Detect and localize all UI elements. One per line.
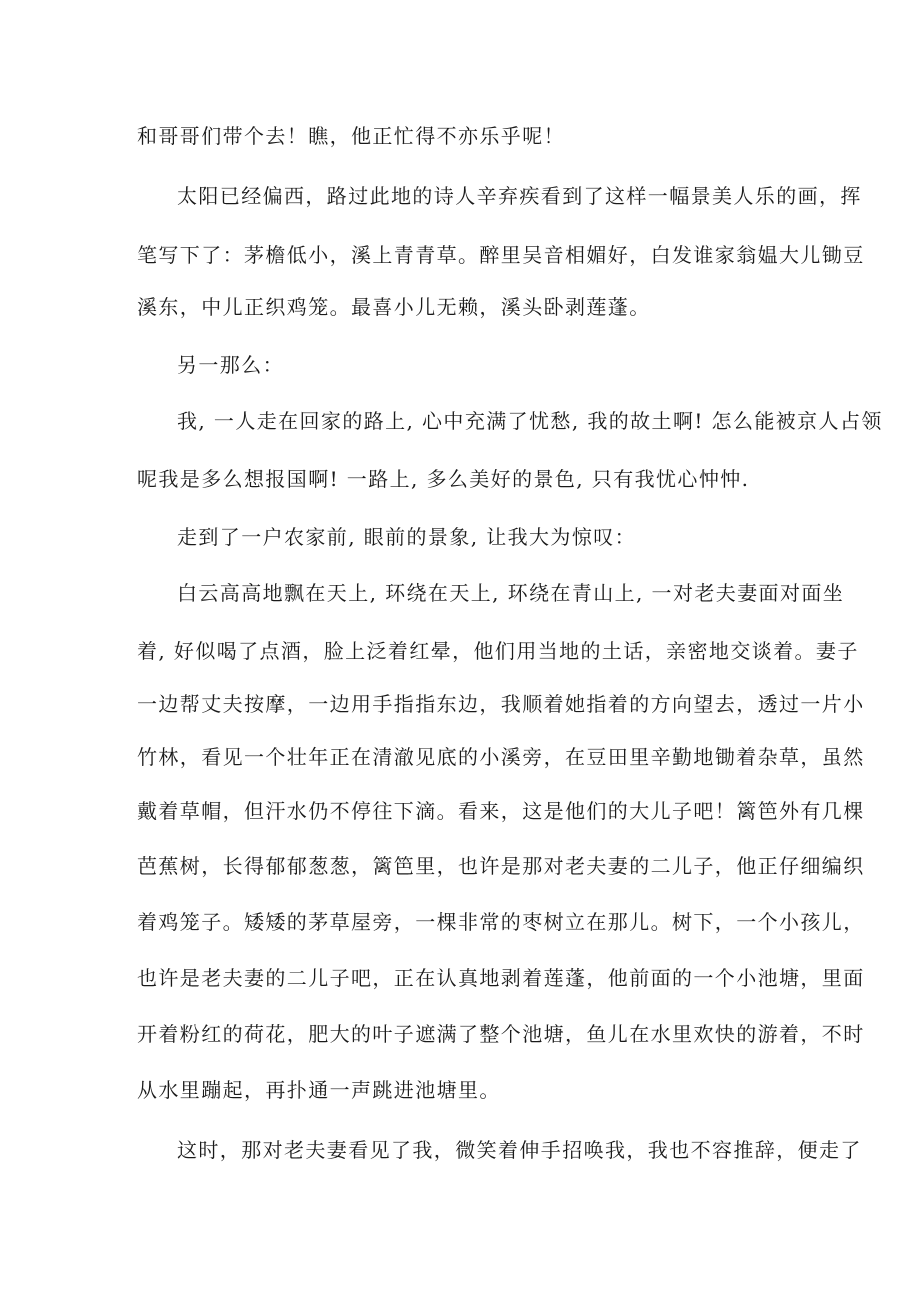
text-line: 呢我是多么想报国啊! 一路上, 多么美好的景色, 只有我忧心忡忡. — [137, 467, 750, 491]
text-line: 这时，那对老夫妻看见了我，微笑着伸手招唤我，我也不容推辞，便走了 — [177, 1138, 862, 1162]
text-line: 也许是老夫妻的二儿子吧，正在认真地剥着莲蓬，他前面的一个小池塘，里面 — [137, 966, 865, 990]
text-line: 开着粉红的荷花，肥大的叶子遮满了整个池塘，鱼儿在水里欢快的游着，不时 — [137, 1022, 865, 1046]
text-line: 笔写下了：茅檐低小，溪上青青草。醉里吴音相媚好，白发谁家翁媪大儿锄豆 — [137, 243, 865, 267]
text-line: 从水里蹦起，再扑通一声跳进池塘里。 — [137, 1078, 501, 1102]
text-line: 着鸡笼子。矮矮的茅草屋旁，一棵非常的枣树立在那儿。树下，一个小孩儿， — [137, 910, 865, 934]
text-line: 着, 好似喝了点酒，脸上泛着红晕，他们用当地的土话，亲密地交谈着。妻子 — [137, 639, 859, 663]
text-line: 白云高高地飘在天上, 环绕在天上, 环绕在青山上, 一对老夫妻面对面坐 — [177, 581, 845, 605]
text-line: 另一那么： — [177, 353, 284, 377]
text-line: 竹林，看见一个壮年正在清澈见底的小溪旁，在豆田里辛勤地锄着杂草，虽然 — [137, 745, 865, 769]
text-line: 我, 一人走在回家的路上, 心中充满了忧愁, 我的故土啊! 怎么能被京人占领 — [177, 409, 883, 433]
text-line: 戴着草帽，但汗水仍不停往下滴。看来，这是他们的大儿子吧！篱笆外有几棵 — [137, 799, 865, 823]
text-line: 芭蕉树，长得郁郁葱葱，篱笆里，也许是那对老夫妻的二儿子，他正仔细编织 — [137, 854, 865, 878]
text-line: 走到了一户农家前, 眼前的景象, 让我大为惊叹： — [177, 525, 637, 549]
text-line: 溪东，中儿正织鸡笼。最喜小儿无赖，溪头卧剥莲蓬。 — [137, 295, 651, 319]
text-line: 一边帮丈夫按摩，一边用手指指东边，我顺着她指着的方向望去，透过一片小 — [137, 692, 865, 716]
text-line: 和哥哥们带个去！瞧，他正忙得不亦乐乎呢！ — [137, 124, 565, 148]
text-line: 太阳已经偏西，路过此地的诗人辛弃疾看到了这样一幅景美人乐的画，挥 — [177, 184, 862, 208]
